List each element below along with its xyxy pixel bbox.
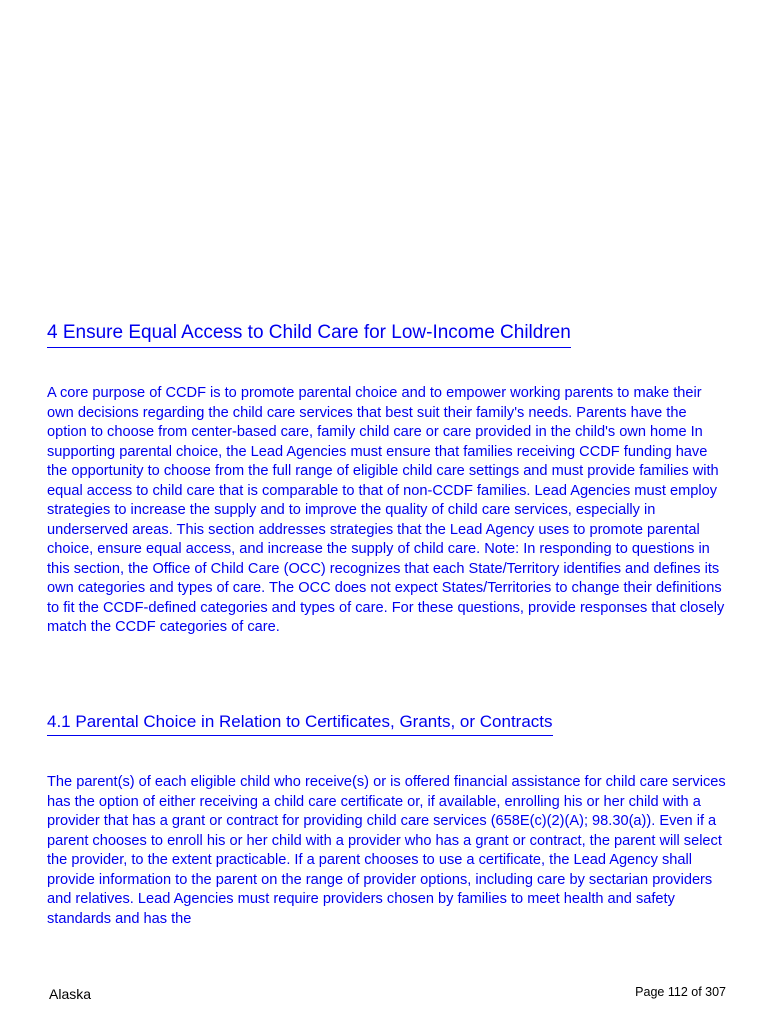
footer-page-number: Page 112 of 307 (635, 985, 726, 999)
section-4-paragraph: A core purpose of CCDF is to promote parental choice and to empower working parents to make their own decisions regarding the child care services that best suit their family's needs. Parents have the option to choose from center-based care, family child care or care provided in the child's own home In supporting parental choice, the Lead Agencies must ensure that families receiving CCDF funding have the opportunity to choose from the full range of eligible child care settings and must provide families with equal access to child care that is comparable to that of non-CCDF families. Lead Agencies must employ strategies to increase the supply and to improve the quality of child care services, especially in underserved areas. This section addresses strategies that the Lead Agency uses to promote parental choice, ensure equal access, and increase the supply of child care. Note: In responding to questions in this section, the Office of Child Care (OCC) recognizes that each State/Territory identifies and defines its own categories and types of care. The OCC does not expect States/Territories to change their definitions to fit the CCDF-defined categories and types of care. For these questions, provide responses that closely match the CCDF categories of care. (47, 385, 725, 635)
section-heading-4-1: 4.1 Parental Choice in Relation to Certificates, Grants, or Contracts (47, 711, 553, 736)
section-4-1-paragraph: The parent(s) of each eligible child who receive(s) or is offered financial assistance for child care services has the option of either receiving a child care certificate or, if available, enrolling his or her child with a provider that has a grant or contract for providing child care services (658E(c)(2)(A); 98.30(a)). Even if a parent chooses to enroll his or her child with a provider who has a grant or contract, the parent will select the provider, to the extent practicable. If a parent chooses to use a certificate, the Lead Agency shall provide information to the parent on the range of provider options, including care by sectarian providers and relatives. Lead Agencies must require providers chosen by families to meet health and safety standards and has the (47, 774, 726, 927)
section-heading-4: 4 Ensure Equal Access to Child Care for Low-Income Children (47, 321, 571, 348)
footer-state-name: Alaska (49, 986, 92, 1002)
